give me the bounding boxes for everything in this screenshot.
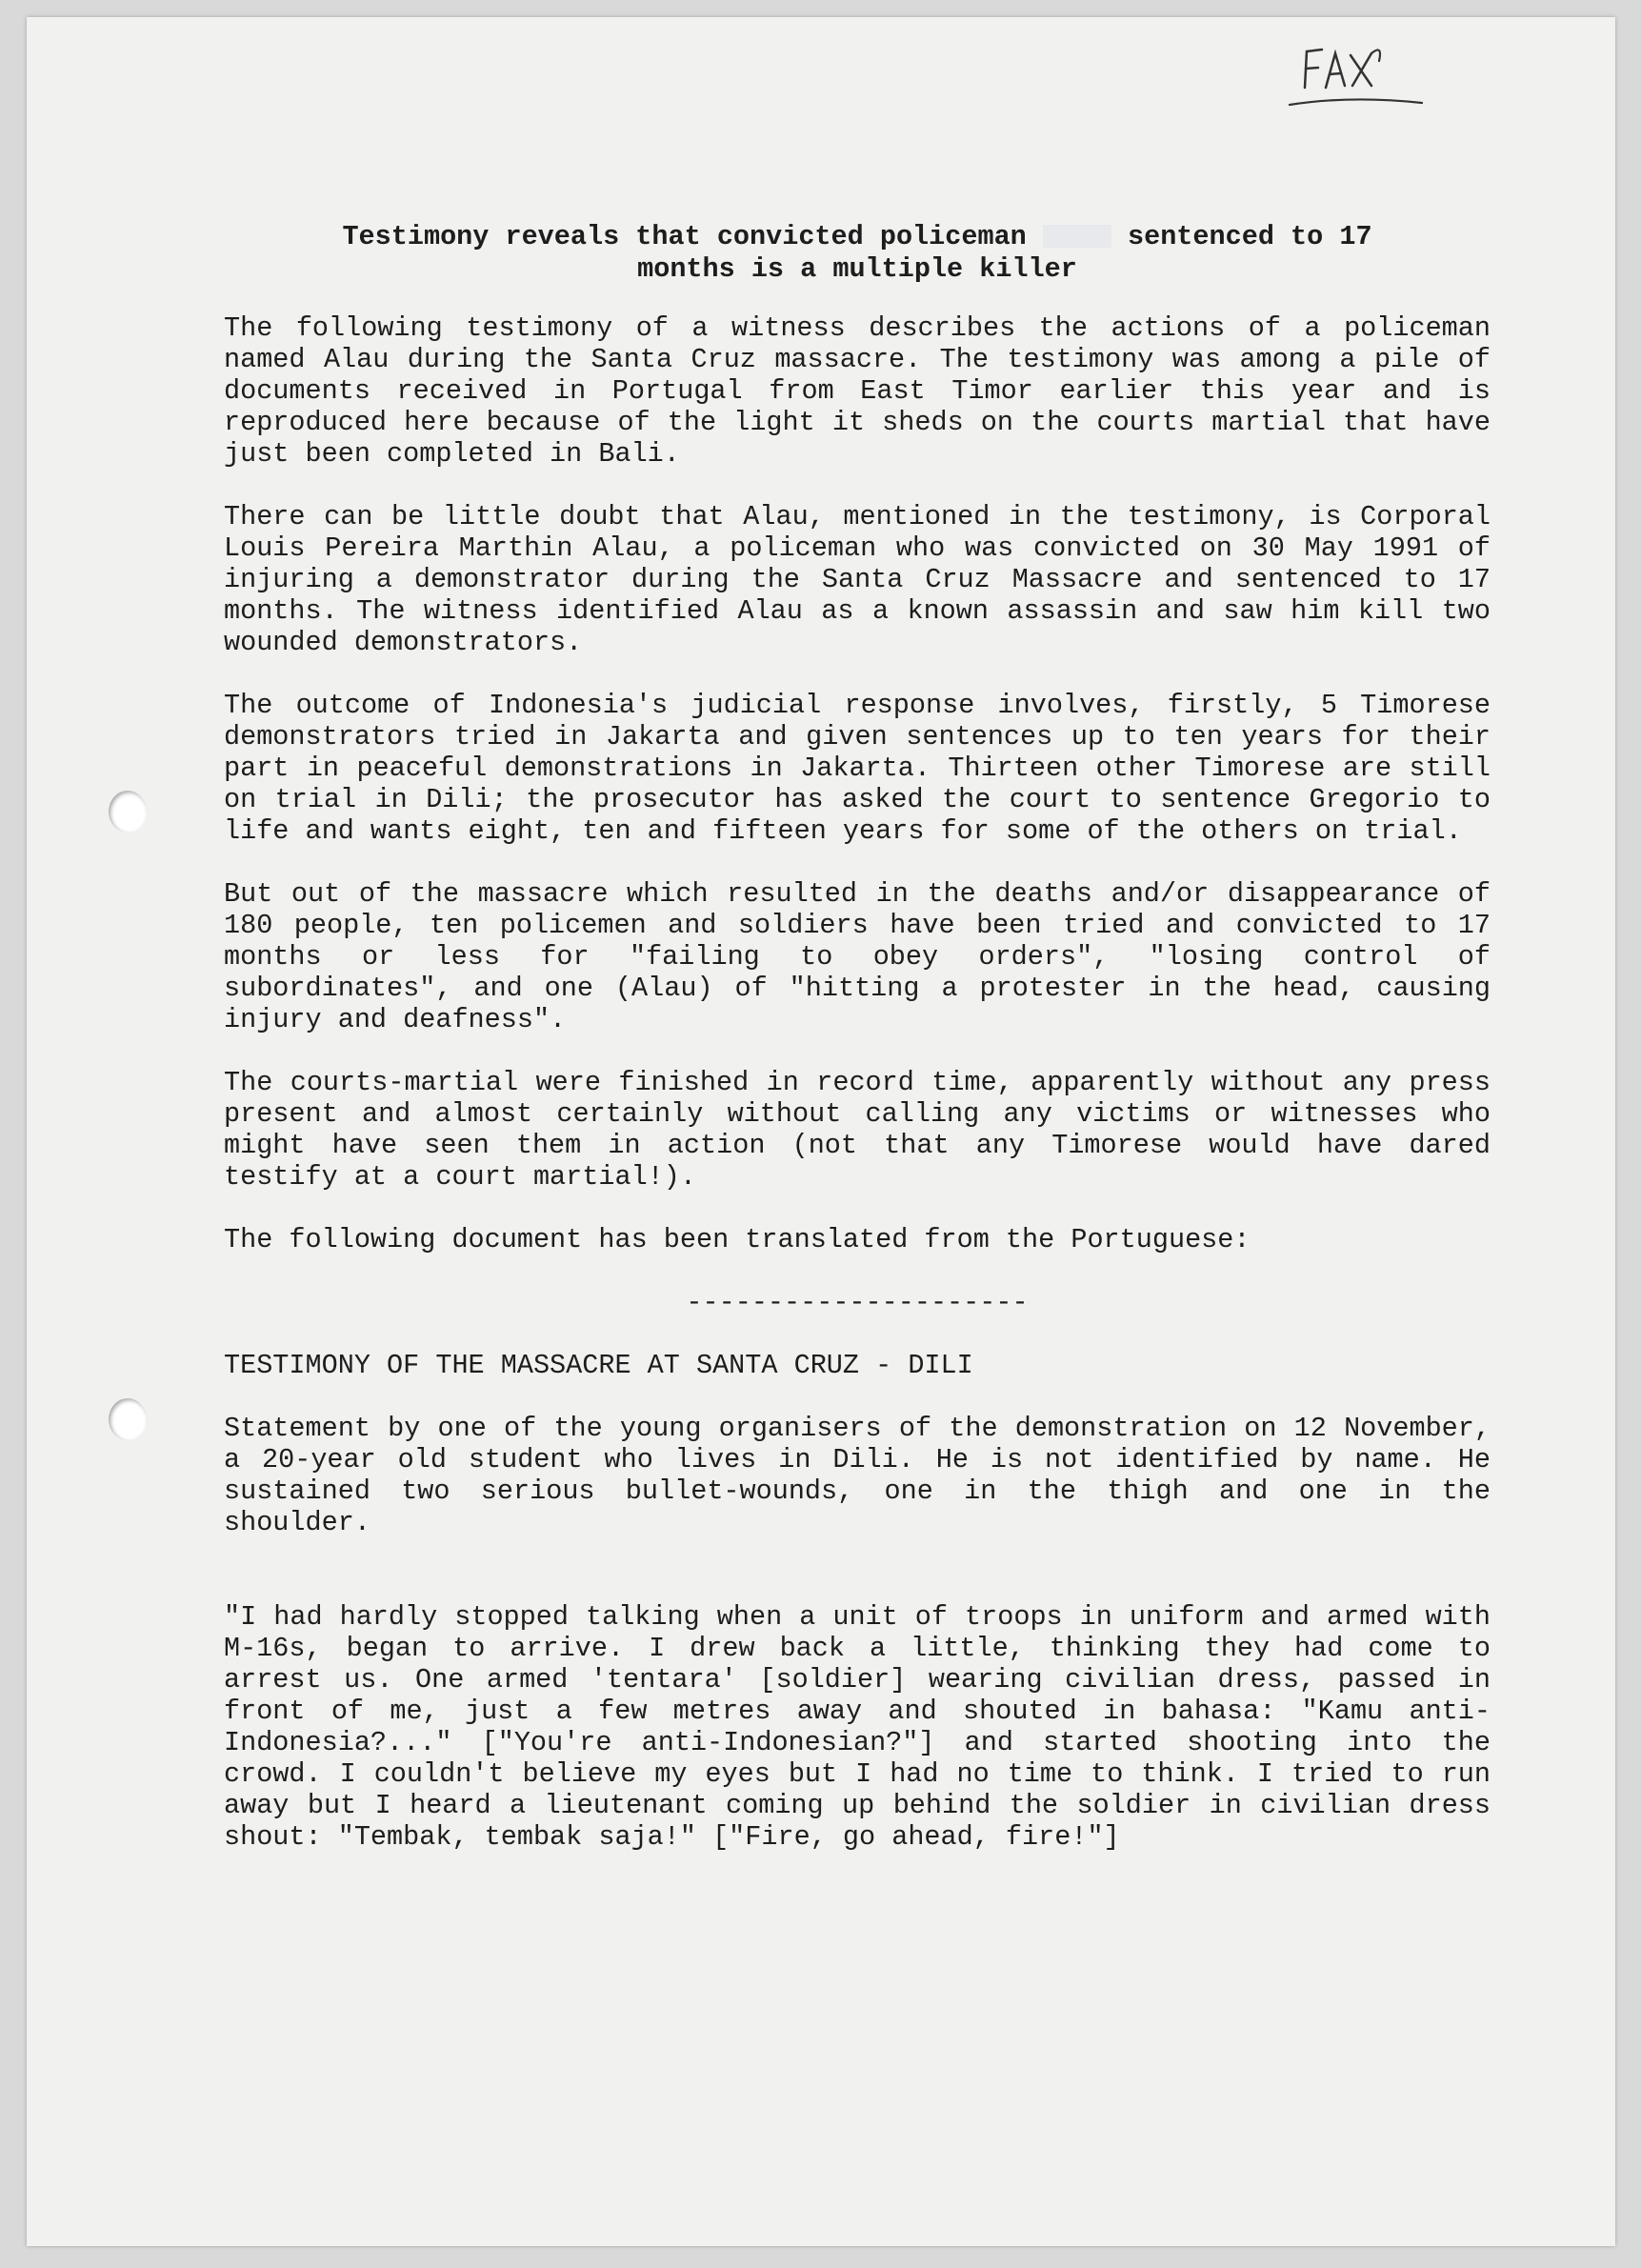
headline-line-2: months is a multiple killer [637, 253, 1077, 285]
paragraph-judicial-response: The outcome of Indonesia's judicial response involves, firstly, 5 Timorese demonstrators tried in Jakarta and given sentences up to ten years for their part in peaceful demonstrations in Jakarta. Thirteen other Timorese are still on trial in Dili; the prosecutor has asked the court to sentence Gregorio to life and wants eight, ten and fifteen years for some of the others on trial. [224, 690, 1491, 847]
punch-hole [109, 791, 147, 833]
paragraph-statement: Statement by one of the young organisers of the demonstration on 12 November, a 20-year old student who lives in Dili. He is not identified by name. He sustained two serious bullet-wounds, one in the thigh and one in the shoulder. [224, 1413, 1491, 1538]
punch-hole [109, 1398, 147, 1440]
redaction-mark [1043, 225, 1111, 248]
document-body [224, 204, 1491, 1853]
paragraph-intro: The following testimony of a witness describes the actions of a policeman named Alau during the Santa Cruz massacre. The testimony was among a pile of documents received in Portugal from East Timor earlier this year and is reproduced here because of the light it sheds on the courts martial that have just been completed in Bali. [224, 312, 1491, 470]
paragraph-massacre-outcome: But out of the massacre which resulted in the deaths and/or disappearance of 180 people, ten policemen and soldiers have been tried and convicted to 17 months or less for "failing to obey orders", "losing control of subordinates", and one (Alau) of "hitting a protester in the head, causing injury and deafness". [224, 878, 1491, 1035]
paragraph-testimony-quote: "I had hardly stopped talking when a unit of troops in uniform and armed with M-16s, began to arrive. I drew back a little, thinking they had come to arrest us. One armed 'tentara' [soldier] wearing civilian dress, passed in front of me, just a few metres away and shouted in bahasa: "Kamu anti-Indonesia?..." ["You're anti-Indonesian?"] and started shooting into the crowd. I couldn't believe my eyes but I had no time to think. I tried to run away but I heard a lieutenant coming up behind the soldier in civilian dress shout: "Tembak, tembak saja!" ["Fire, go ahead, fire!"] [224, 1601, 1491, 1853]
headline-part-2: sentenced to 17 [1128, 221, 1372, 252]
headline-part-1: Testimony reveals that convicted policeman [342, 221, 1027, 252]
paragraph-courts-martial: The courts-martial were finished in record time, apparently without any press present and almost certainly without calling any victims or witnesses who might have seen them in action (not that any Timorese would have dared testify at a court martial!). [224, 1067, 1491, 1193]
fax-handwritten-annotation [1284, 32, 1427, 118]
paragraph-alau: There can be little doubt that Alau, mentioned in the testimony, is Corporal Louis Pereira Marthin Alau, a policeman who was convicted on 30 May 1991 of injuring a demonstrator during the Santa Cruz Massacre and sentenced to 17 months. The witness identified Alau as a known assassin and saw him kill two wounded demonstrators. [224, 501, 1491, 658]
section-divider: --------------------- [686, 1287, 1029, 1318]
paragraph-translation-note: The following document has been translated from the Portuguese: [224, 1224, 1251, 1255]
document-page [27, 17, 1615, 2246]
fax-handwriting-icon [1284, 32, 1427, 118]
section-title: TESTIMONY OF THE MASSACRE AT SANTA CRUZ - DILI [224, 1350, 973, 1381]
document-headline [224, 221, 1491, 286]
